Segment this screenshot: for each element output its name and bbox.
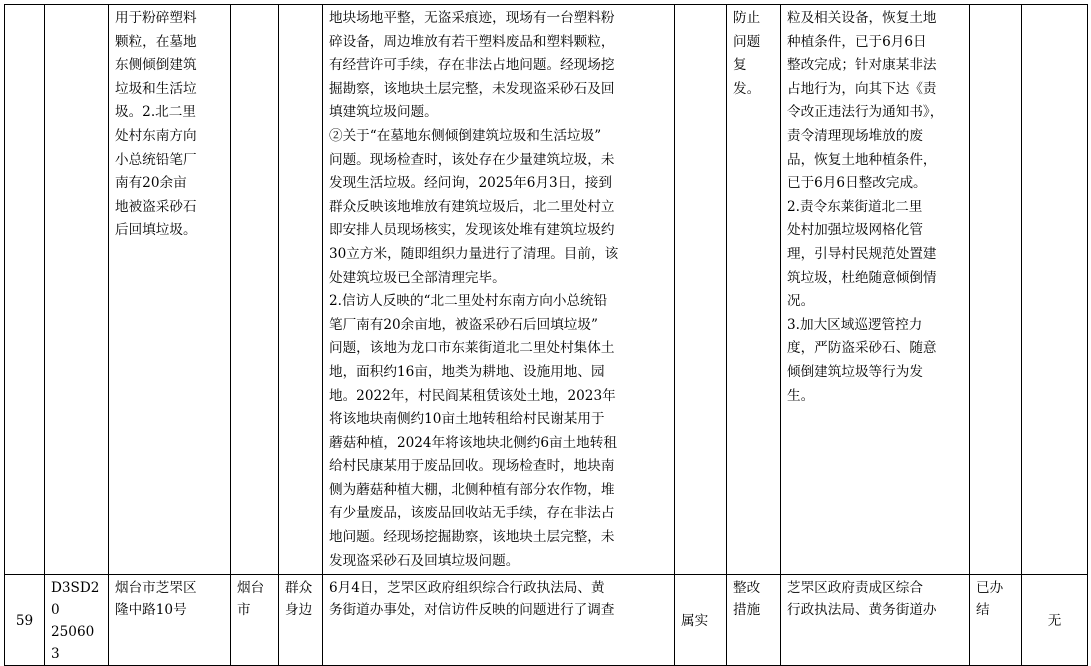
seq-cell: 59 <box>5 575 45 666</box>
investigation-cell: 6月4日，芝罘区政府组织综合行政执法局、黄 务街道办事处，对信访件反映的问题进行了调查 <box>323 575 675 666</box>
measures-cell: 粒及相关设备，恢复土地 种植条件，已于6月6日 整改完成；针对康某非法 占地行为，向其下达《责 令改正违法行为通知书》， 责令清理现场堆放的废 品，恢复土地种植条件， 已于6月6日整改完成。 2.责令东莱街道北二里 处村加强垃圾网格化管 理，引导村民规范处置建 筑垃圾，杜绝随意倾倒情 况。 3.加大区域巡逻管控力 度，严防盗采砂石、随意 倾倒建筑垃圾等行为发 生。 <box>781 5 970 575</box>
location-desc-cell: 用于粉碎塑料 颗粒，在墓地 东侧倾倒建筑 垃圾和生活垃 圾。2.北二里 处村东南方向 小总统铅笔厂 南有20余亩 地被盗采砂石 后回填垃圾。 <box>109 5 231 575</box>
table-row <box>5 575 1088 666</box>
category-cell <box>279 5 323 575</box>
status-cell: 已办 结 <box>970 575 1022 666</box>
status-cell <box>970 5 1022 575</box>
location-cell: 烟台市芝罘区 隆中路10号 <box>109 575 231 666</box>
accountability-cell <box>1022 5 1088 575</box>
case-id-cell: D3SD20 250603 <box>45 575 109 666</box>
measure-type-cell: 整改 措施 <box>727 575 781 666</box>
measure-type-cell: 防止 问题 复 发。 <box>727 5 781 575</box>
city-cell: 烟台 市 <box>231 575 279 666</box>
verdict-cell <box>675 5 727 575</box>
category-cell: 群众 身边 <box>279 575 323 666</box>
petition-table <box>4 4 1088 666</box>
accountability-cell: 无 <box>1022 575 1088 666</box>
investigation-cell: 地块场地平整，无盗采痕迹，现场有一台塑料粉 碎设备，周边堆放有若干塑料废品和塑料颗粒， 有经营许可手续，存在非法占地问题。经现场挖 掘勘察，该地块土层完整，未发现盗采砂石及回 填建筑垃圾问题。 ②关于“在墓地东侧倾倒建筑垃圾和生活垃圾” 问题。现场检查时，该处存在少量建筑垃圾，未 发现生活垃圾。经问询，2025年6月3日，接到 群众反映该地堆放有建筑垃圾后，北二里处村立 即安排人员现场核实，发现该处堆有建筑垃圾约 30立方米，随即组织力量进行了清理。目前，该 处建筑垃圾已全部清理完毕。 2.信访人反映的“北二里处村东南方向小总统铅 笔厂南有20余亩地，被盗采砂石后回填垃圾” 问题，该地为龙口市东莱街道北二里处村集体土 地，面积约16亩，地类为耕地、设施用地、园 地。2022年，村民阎某租赁该处土地，2023年 将该地块南侧约10亩土地转租给村民谢某用于 蘑菇种植，2024年将该地块北侧约6亩土地转租 给村民康某用于废品回收。现场检查时，地块南 侧为蘑菇种植大棚，北侧种植有部分农作物，堆 有少量废品，该废品回收站无手续，存在非法占 地问题。经现场挖掘勘察，该地块土层完整，未 发现盗采砂石及回填垃圾问题。 <box>323 5 675 575</box>
case-id-cell <box>45 5 109 575</box>
measures-cell: 芝罘区政府责成区综合 行政执法局、黄务街道办 <box>781 575 970 666</box>
table-row <box>5 5 1088 575</box>
verdict-cell: 属实 <box>675 575 727 666</box>
seq-cell <box>5 5 45 575</box>
city-cell <box>231 5 279 575</box>
